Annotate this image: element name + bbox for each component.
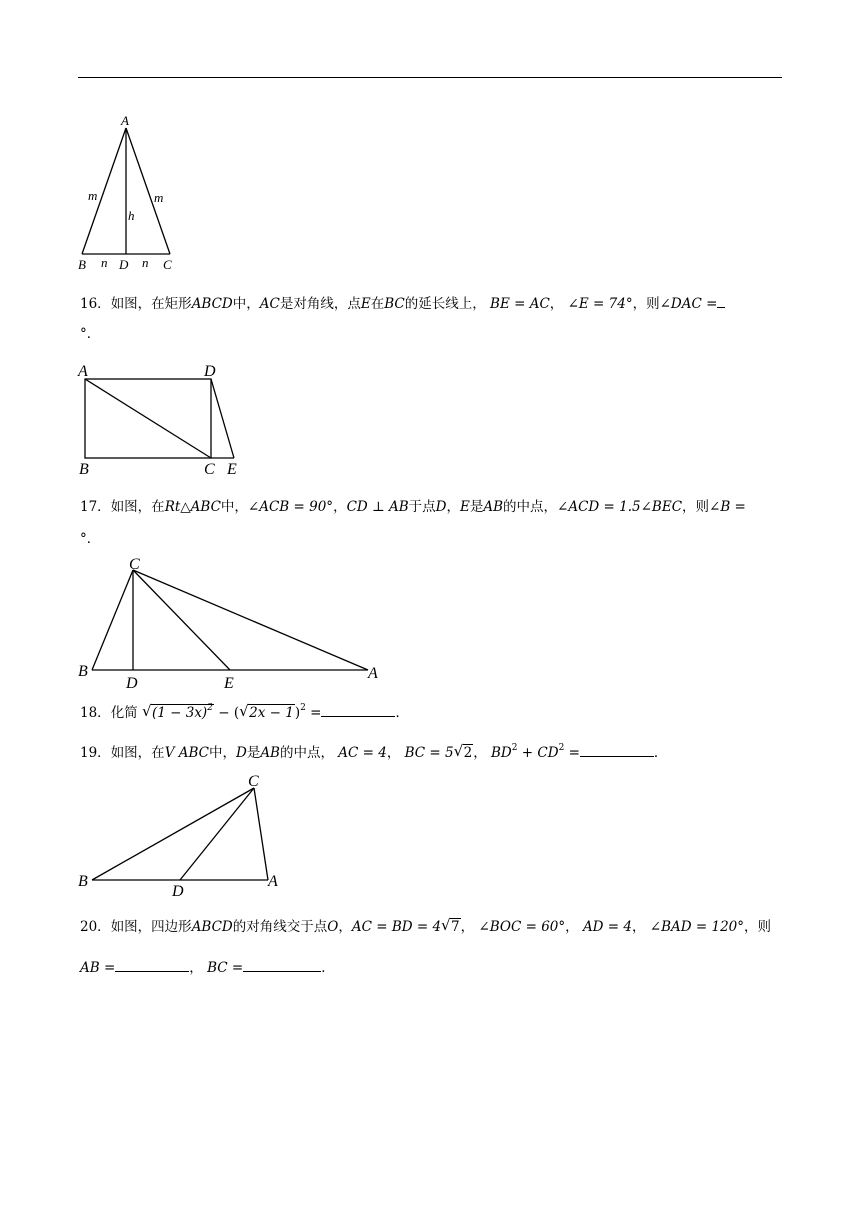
label-A: A <box>121 113 129 128</box>
label-A: A <box>268 873 278 890</box>
radical-1: √ $(1 - 3x)^2$ <box>141 702 213 721</box>
label-D: D <box>172 883 184 900</box>
label-C: C <box>129 556 140 573</box>
radical-sqrt7: √ 7 <box>441 916 460 935</box>
answer-blank-16[interactable] <box>717 295 725 308</box>
label-C: C <box>248 773 259 790</box>
figure-q19-triangle <box>76 770 296 900</box>
label-m-right: m <box>154 190 164 205</box>
radical-sqrt2: √ 2 <box>453 742 473 761</box>
label-B: B <box>79 461 89 478</box>
figure-q17-triangle <box>76 554 396 694</box>
question-16-cont: °． <box>80 326 101 342</box>
label-B: B <box>78 257 86 272</box>
label-D: D <box>204 363 216 380</box>
answer-blank-19[interactable] <box>580 744 654 757</box>
label-C: C <box>163 257 172 272</box>
answer-blank-18[interactable] <box>321 704 395 717</box>
label-A: A <box>368 665 378 682</box>
label-A: A <box>78 363 88 380</box>
question-18: 18．化简 √ $(1 - 3x)^2$ − ( √ 2x − 1)$^2$ = ． <box>80 702 409 721</box>
question-17: 17．如图，在Rt△ABC中，∠ACB = 90°，CD ⊥ AB于点D，E是AB的中点，∠ACD = 1.5∠BEC，则∠B = <box>80 499 746 515</box>
answer-blank-20-ab[interactable] <box>115 959 189 972</box>
label-n-right: n <box>142 255 149 270</box>
label-D: D <box>119 257 129 272</box>
label-E: E <box>227 461 237 478</box>
figure-q16-rectangle <box>76 360 256 480</box>
question-17-cont: °． <box>80 531 101 547</box>
label-n-left: n <box>101 255 108 270</box>
answer-blank-20-bc[interactable] <box>243 959 321 972</box>
label-C: C <box>204 461 215 478</box>
question-16: 16．如图，在矩形ABCD中，AC是对角线，点E在BC的延长线上， BE = AC， ∠E = 74°，则∠DAC = <box>80 294 725 314</box>
figure-q15-triangle <box>70 110 190 280</box>
question-20: 20．如图，四边形ABCD的对角线交于点O，AC = BD = 4 √ 7， ∠BOC = 60°， AD = 4， ∠BAD = 120°，则 <box>80 916 772 935</box>
label-B: B <box>78 873 88 890</box>
radical-2: √ 2x − 1 <box>239 702 294 721</box>
label-h: h <box>128 208 135 223</box>
label-D: D <box>126 675 138 692</box>
label-B: B <box>78 663 88 680</box>
header-rule <box>78 77 782 78</box>
question-20-cont: AB = ， BC = ． <box>80 960 335 976</box>
question-19: 19．如图，在V ABC中，D是AB的中点， AC = 4， BC = 5 √ 2， $BD^2 + CD^2$ = ． <box>80 742 668 761</box>
label-m-left: m <box>88 188 98 203</box>
label-E: E <box>224 675 234 692</box>
